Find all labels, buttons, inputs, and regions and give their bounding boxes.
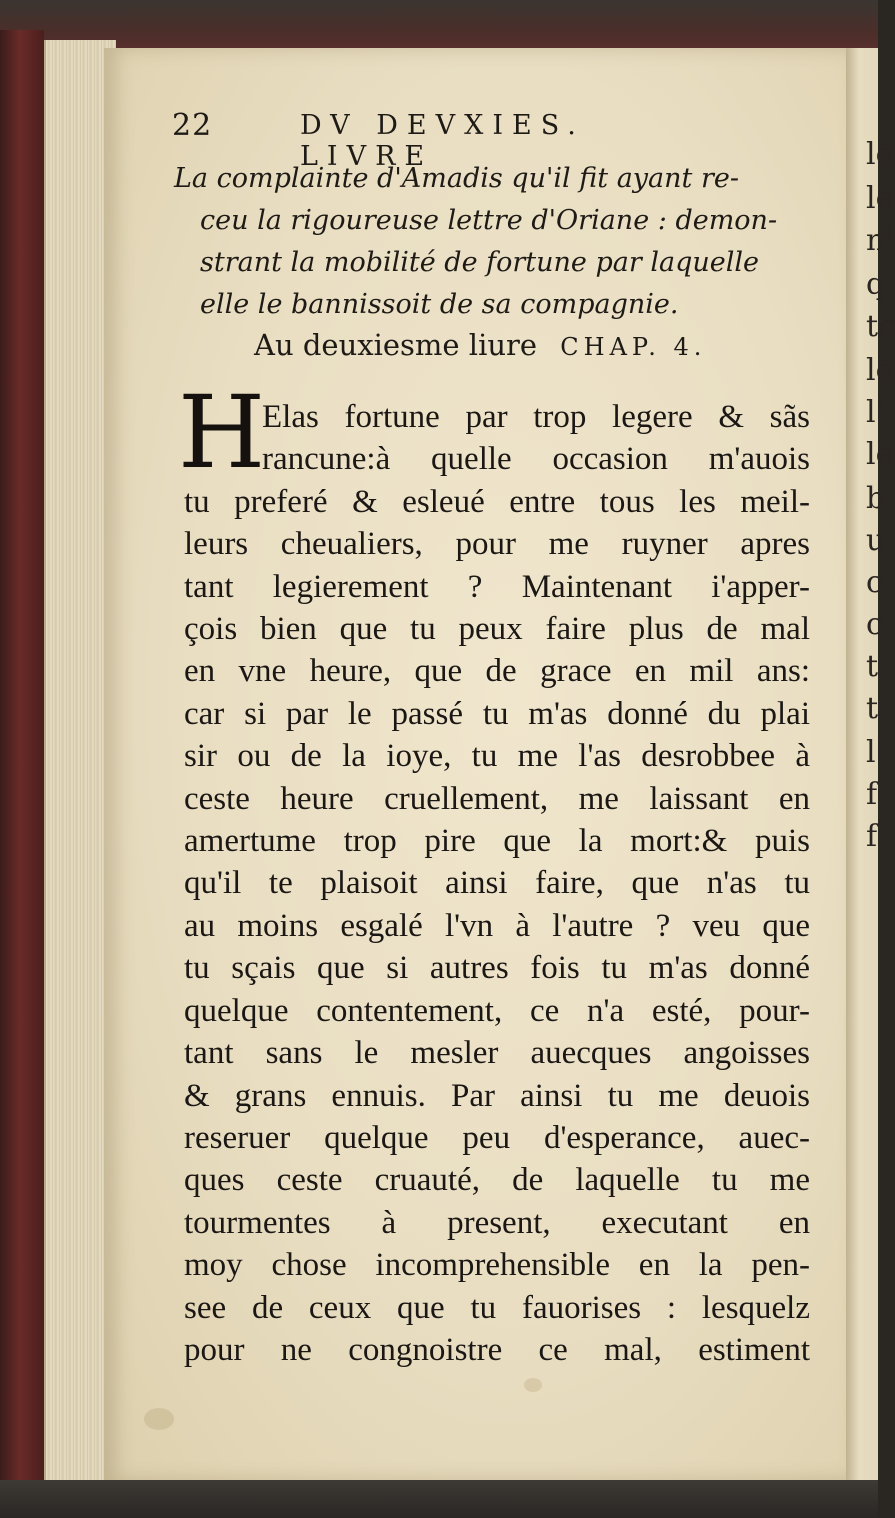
facing-fragment: l' (866, 395, 884, 430)
facing-fragment: f (866, 777, 878, 812)
drop-cap: H (178, 374, 266, 491)
running-title: DV DEVXIES. LIVRE (300, 110, 585, 172)
text-line: see de ceux que tu fauorises : lesquelz (184, 1289, 810, 1326)
facing-fragment: t (866, 649, 879, 684)
text-line: reseruer quelque peu d'esperance, auec- (184, 1119, 810, 1156)
facing-fragment: c (866, 607, 883, 642)
text-line: qu'il te plaisoit ainsi faire, que n'as tu (184, 865, 810, 902)
facing-fragment: u (866, 523, 886, 558)
text-line: ques ceste cruauté, de laquelle tu me (184, 1162, 810, 1199)
facing-fragment: c (866, 565, 883, 600)
facing-fragment: f (866, 819, 878, 854)
text-line: rancune:à quelle occasion m'auois (262, 441, 810, 478)
text-line: tourmentes à present, executant en (184, 1204, 810, 1241)
text-line: amertume trop pire que la mort:& puis (184, 823, 810, 860)
text-line: car si par le passé tu m'as donné du plai (184, 695, 810, 732)
text-line: leurs cheualiers, pour me ruyner apres (184, 526, 810, 563)
body-text (184, 396, 810, 1371)
facing-fragment: le (866, 137, 894, 172)
facing-fragment: t (866, 691, 879, 726)
facing-fragment: le (866, 181, 894, 216)
argument-line: elle le bannissoit de sa compagnie. (200, 289, 679, 320)
text-line: pour ne congnoistre ce mal, estiment (184, 1331, 810, 1368)
book-label: Au deuxiesme liure (254, 328, 538, 362)
chapter-label: CHAP. 4. (560, 333, 707, 361)
facing-fragment: l (866, 735, 876, 770)
text-line: au moins esgalé l'vn à l'autre ? veu que (184, 907, 810, 944)
text-line: ceste heure cruellement, me laissant en (184, 780, 810, 817)
text-line: quelque contentement, ce n'a esté, pour- (184, 992, 810, 1029)
facing-fragment: n' (866, 223, 894, 258)
chapter-heading (254, 328, 794, 368)
book-cover-spine (0, 30, 44, 1518)
facing-fragment: le (866, 353, 894, 388)
text-line: çois bien que tu peux faire plus de mal (184, 611, 810, 648)
text-line: tant sans le mesler auecques angoisses (184, 1035, 810, 1072)
facing-page-edge (846, 48, 895, 1480)
text-line: tu sçais que si autres fois tu m'as donné (184, 950, 810, 987)
facing-fragment: b (866, 481, 886, 516)
text-line: & grans ennuis. Par ainsi tu me deuois (184, 1077, 810, 1114)
text-line: en vne heure, que de grace en mil ans: (184, 653, 810, 690)
chapter-argument (174, 158, 814, 326)
argument-line: strant la mobilité de fortune par laquelle (200, 247, 759, 278)
book-cover-top (0, 0, 878, 52)
running-head (172, 108, 732, 172)
text-line: tu preferé & esleué entre tous les meil- (184, 483, 810, 520)
facing-fragment: tc (866, 309, 895, 344)
text-line: sir ou de la ioye, tu me l'as desrobbee à (184, 738, 810, 775)
text-line: moy chose incomprehensible en la pen- (184, 1247, 810, 1284)
argument-line: ceu la rigoureuse lettre d'Oriane : demon- (200, 205, 778, 236)
text-line: tant legierement ? Maintenant i'apper- (184, 568, 810, 605)
argument-line: La complainte d'Amadis qu'il fit ayant re- (174, 163, 739, 194)
facing-fragment: le (866, 437, 894, 472)
facing-fragment: q (866, 267, 886, 302)
book-cover-bottom (0, 1480, 878, 1518)
text-line: Elas fortune par trop legere & sãs (262, 399, 810, 435)
page-number: 22 (172, 108, 213, 143)
